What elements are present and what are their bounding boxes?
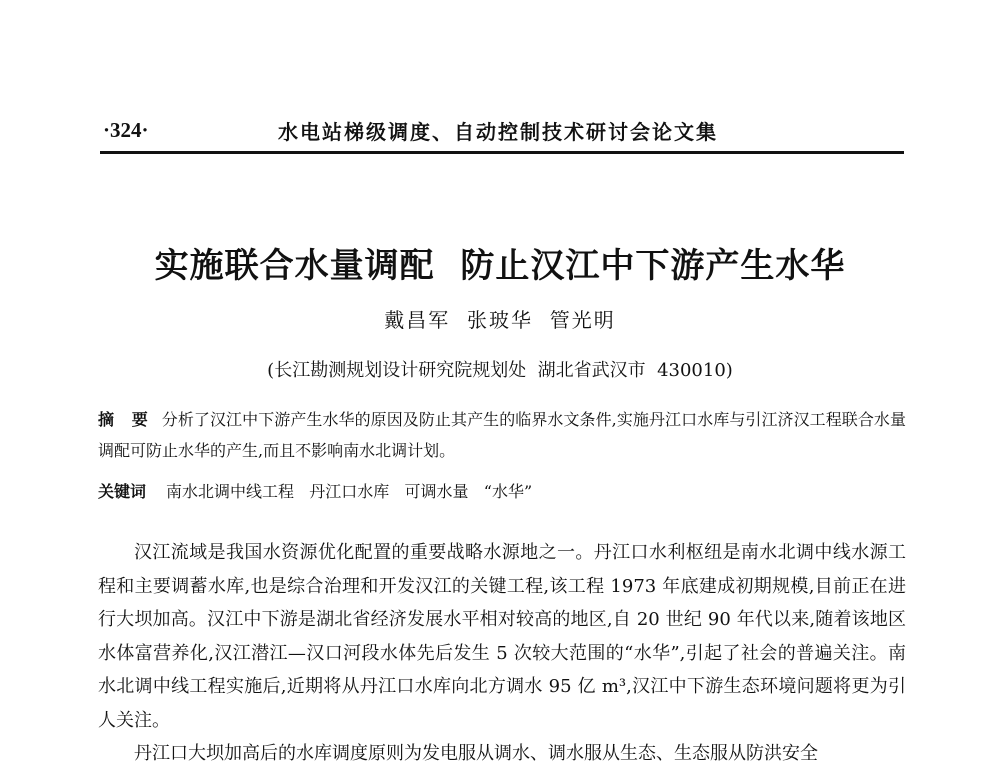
keywords-label: 关键词 bbox=[98, 482, 147, 501]
abstract-text: 分析了汉江中下游产生水华的原因及防止其产生的临界水文条件,实施丹江口水库与引江济汉工程联合水量调配可防止水华的产生,而且不影响南水北调计划。 bbox=[98, 410, 906, 460]
article-authors: 戴昌军 张玻华 管光明 bbox=[384, 308, 616, 332]
abstract-label: 摘 要 bbox=[98, 410, 154, 429]
body-paragraph-2: 丹江口大坝加高后的水库调度原则为发电服从调水、调水服从生态、生态服从防洪安全 bbox=[134, 743, 818, 764]
article-affiliation: (长江勘测规划设计研究院规划处 湖北省武汉市 430010) bbox=[267, 360, 733, 381]
article-title: 实施联合水量调配 防止汉江中下游产生水华 bbox=[154, 246, 846, 286]
header-rule bbox=[100, 151, 904, 154]
keywords-text: 南水北调中线工程 丹江口水库 可调水量 “水华” bbox=[166, 482, 533, 501]
body-paragraph-1: 汉江流域是我国水资源优化配置的重要战略水源地之一。丹江口水利枢纽是南水北调中线水源工程和主要调蓄水库,也是综合治理和开发汉江的关键工程,该工程 1973 年底建成初期规模,目前正在进行大坝加高。汉江中下游是湖北省经济发展水平相对较高的地区,自 20 世纪 90 年代以来,随着该地区水体富营养化,汉江潜江—汉口河段水体先后发生 5 次较大范围的“水华”,引起了社会的普遍关注。南水北调中线工程实施后,近期将从丹江口水库向北方调水 95 亿 m³,汉江中下游生态环境问题将更为引人关注。 bbox=[98, 542, 906, 731]
body-text bbox=[98, 536, 906, 771]
page-number: ·324· bbox=[103, 118, 149, 142]
running-title: 水电站梯级调度、自动控制技术研讨会论文集 bbox=[278, 120, 718, 144]
keywords bbox=[98, 479, 906, 502]
abstract bbox=[98, 404, 906, 466]
